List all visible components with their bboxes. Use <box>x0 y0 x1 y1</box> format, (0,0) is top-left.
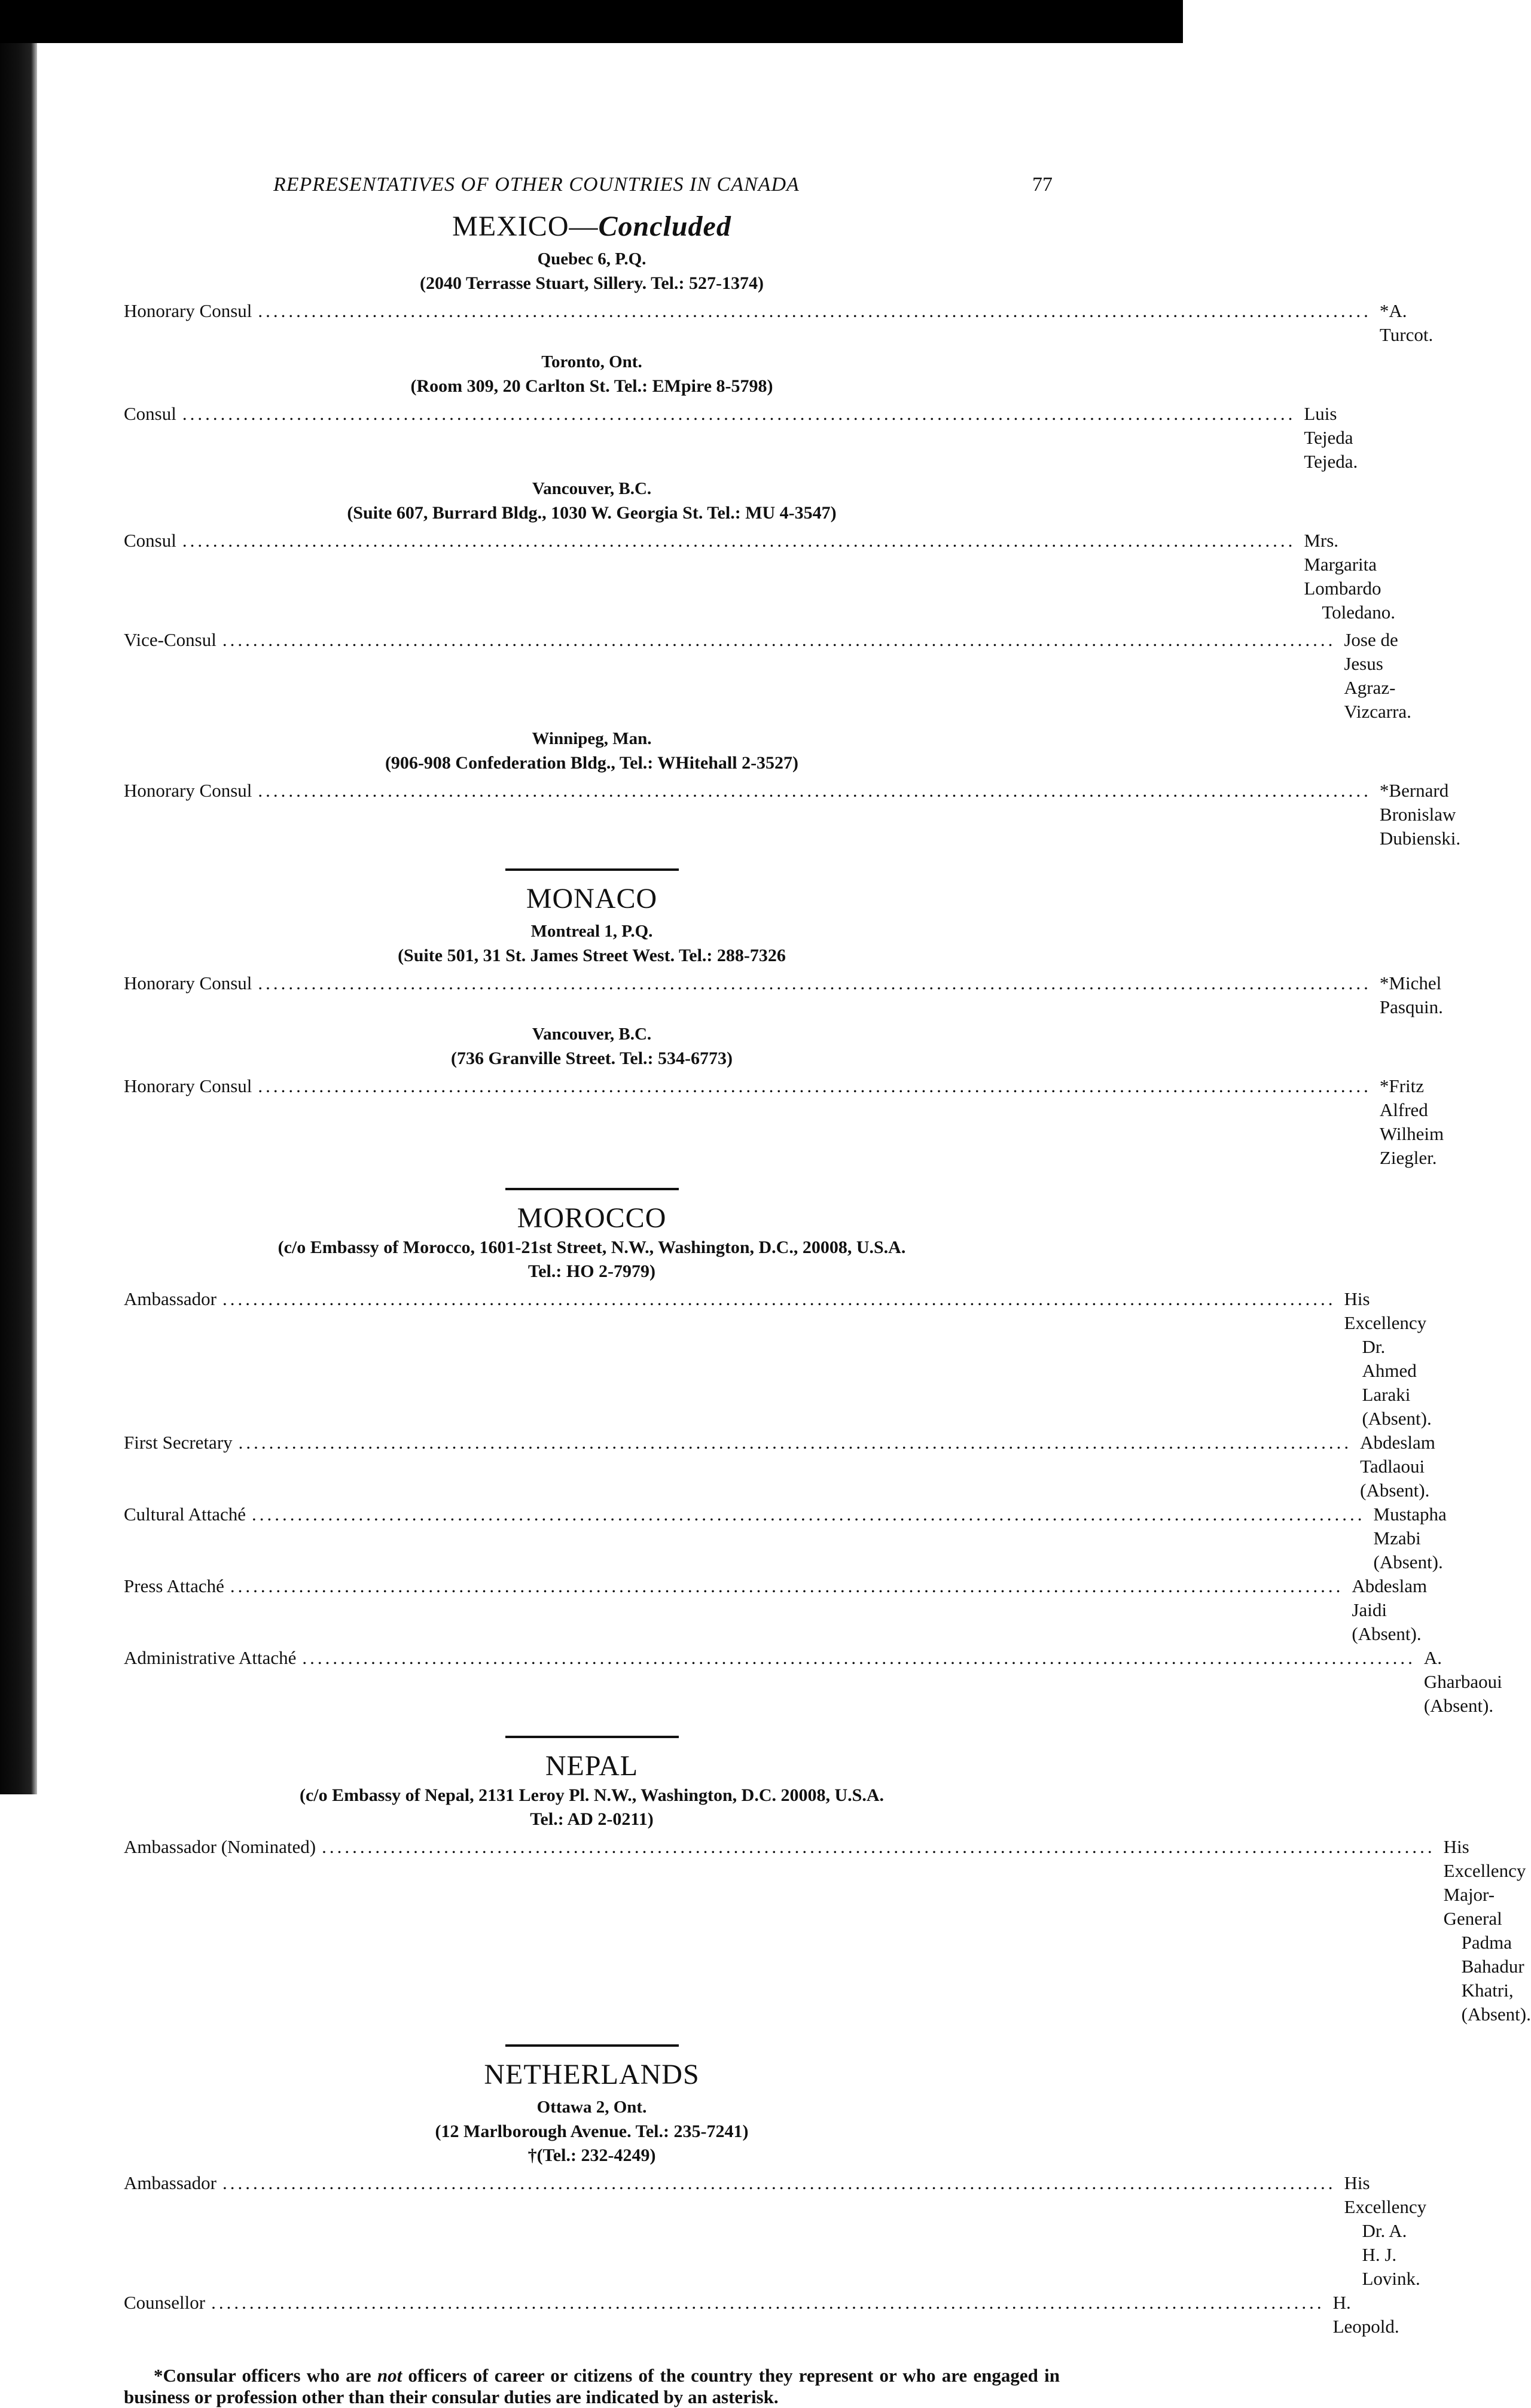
leader-dots: .................................................................................................................................................. <box>258 780 1371 801</box>
post-ottawa <box>124 2095 1427 2339</box>
post-washington <box>124 1236 1502 1718</box>
official-name: Abdeslam Jaidi (Absent). <box>1352 1575 1428 1644</box>
leader-dots: .................................................................................................................................................. <box>322 1836 1435 1857</box>
address-line: (Suite 607, Burrard Bldg., 1030 W. Georgia St. Tel.: MU 4-3547) <box>347 503 837 523</box>
country-heading: MOROCCO <box>517 1202 667 1234</box>
leader-dots: .................................................................................................................................................. <box>258 1075 1371 1096</box>
country-section-mexico <box>124 209 1461 851</box>
section-divider <box>505 1736 679 1738</box>
city-heading: Quebec 6, P.Q. <box>537 249 646 269</box>
country-heading: MONACO <box>526 883 658 915</box>
country-heading: NEPAL <box>545 1750 639 1782</box>
official-title: Press Attaché <box>124 1575 224 1596</box>
official-name: A. Gharbaoui (Absent). <box>1423 1647 1502 1716</box>
document-page <box>37 43 1531 2407</box>
official-name: Jose de Jesus Agraz-Vizcarra. <box>1344 629 1411 722</box>
official-title: Administrative Attaché <box>124 1647 297 1668</box>
post-vancouver <box>124 1022 1444 1170</box>
address-line: (c/o Embassy of Morocco, 1601-21st Street, N.W., Washington, D.C., 20008, U.S.A. <box>277 1237 906 1257</box>
country-section-netherlands <box>124 2058 1427 2339</box>
official-entry <box>124 529 1396 624</box>
official-title: Ambassador (Nominated) <box>124 1836 316 1857</box>
leader-dots: .................................................................................................................................................. <box>182 403 1296 424</box>
address-line: (12 Marlborough Avenue. Tel.: 235-7241) <box>435 2122 749 2141</box>
country-section-morocco <box>124 1201 1502 1718</box>
address-line: (906-908 Confederation Bldg., Tel.: WHitehall 2-3527) <box>385 753 799 773</box>
section-divider <box>505 1188 679 1190</box>
book-spine-shadow <box>0 43 37 1794</box>
leader-dots: .................................................................................................................................................. <box>222 1288 1336 1309</box>
official-entry <box>124 1835 1531 2026</box>
city-heading: Vancouver, B.C. <box>532 1025 652 1044</box>
official-title: Honorary Consul <box>124 300 252 321</box>
concluded-label: Concluded <box>598 211 731 242</box>
country-heading: NETHERLANDS <box>484 2059 700 2090</box>
leader-dots: .................................................................................................................................................. <box>302 1647 1416 1668</box>
telephone-line: Tel.: HO 2-7979) <box>527 1261 656 1281</box>
official-title: Honorary Consul <box>124 973 252 993</box>
official-name: H. Leopold. <box>1332 2292 1399 2337</box>
post-quebec <box>124 246 1434 347</box>
leader-dots: .................................................................................................................................................. <box>258 973 1371 993</box>
official-name: His Excellency Major-General Padma Bahadur Khatri, (Absent). <box>1443 1836 1531 2025</box>
official-entry <box>124 1646 1502 1718</box>
official-name: *Bernard Bronislaw Dubienski. <box>1379 780 1461 849</box>
official-name: Mustapha Mzabi (Absent). <box>1373 1504 1447 1572</box>
address-line: (Suite 501, 31 St. James Street West. Tel.: 288-7326 <box>398 946 786 965</box>
official-title: Consul <box>124 403 176 424</box>
official-entry <box>124 2291 1399 2339</box>
official-name: His Excellency Dr. A. H. J. Lovink. <box>1344 2172 1427 2289</box>
leader-dots: .................................................................................................................................................. <box>182 530 1296 551</box>
address-line: (Room 309, 20 Carlton St. Tel.: EMpire 8-5798) <box>410 376 773 396</box>
leader-dots: .................................................................................................................................................. <box>258 300 1371 321</box>
official-title: Counsellor <box>124 2292 206 2313</box>
leader-dots: .................................................................................................................................................. <box>222 2172 1336 2193</box>
official-title: Ambassador <box>124 1288 216 1309</box>
page-number: 77 <box>1032 173 1053 196</box>
official-name: His Excellency Dr. Ahmed Laraki (Absent). <box>1344 1288 1432 1429</box>
official-entry <box>124 299 1434 347</box>
official-name: Mrs. Margarita Lombardo Toledano. <box>1304 530 1396 623</box>
telephone-line: †(Tel.: 232-4249) <box>527 2145 656 2165</box>
official-entry <box>124 1502 1447 1574</box>
asterisk-footnote: *Consular officers who are not officers of career or citizens of the country they represent or who are engaged in business or profession other than their consular duties are indicated by an asterisk. <box>124 2365 1060 2407</box>
leader-dots: .................................................................................................................................................. <box>211 2292 1325 2313</box>
official-title: Honorary Consul <box>124 780 252 801</box>
official-name: Luis Tejeda Tejeda. <box>1304 403 1358 472</box>
official-title: Vice-Consul <box>124 629 216 650</box>
official-entry <box>124 1574 1428 1646</box>
city-heading: Ottawa 2, Ont. <box>536 2098 647 2117</box>
official-name: *A. Turcot. <box>1379 300 1434 345</box>
address-line: (2040 Terrasse Stuart, Sillery. Tel.: 527-1374) <box>420 273 764 293</box>
official-title: First Secretary <box>124 1432 233 1453</box>
leader-dots: .................................................................................................................................................. <box>230 1575 1344 1596</box>
post-winnipeg <box>124 726 1461 851</box>
post-toronto <box>124 349 1358 474</box>
country-section-nepal <box>124 1749 1531 2026</box>
scan-top-border <box>0 0 1183 43</box>
address-line: (736 Granville Street. Tel.: 534-6773) <box>450 1048 733 1068</box>
official-title: Ambassador <box>124 2172 216 2193</box>
running-head <box>124 173 1060 209</box>
address-line: (c/o Embassy of Nepal, 2131 Leroy Pl. N.W., Washington, D.C. 20008, U.S.A. <box>299 1785 885 1805</box>
leader-dots: .................................................................................................................................................. <box>252 1504 1365 1525</box>
official-entry <box>124 2171 1427 2291</box>
official-title: Honorary Consul <box>124 1075 252 1096</box>
official-title: Cultural Attaché <box>124 1504 246 1525</box>
official-name: *Michel Pasquin. <box>1379 973 1443 1017</box>
post-vancouver <box>124 476 1411 724</box>
leader-dots: .................................................................................................................................................. <box>222 629 1336 650</box>
city-heading: Montreal 1, P.Q. <box>530 922 653 941</box>
official-entry <box>124 628 1411 724</box>
official-entry <box>124 779 1461 851</box>
country-heading: MEXICO—Concluded <box>452 211 731 242</box>
official-entry <box>124 1074 1444 1170</box>
official-title: Consul <box>124 530 176 551</box>
leader-dots: .................................................................................................................................................. <box>238 1432 1352 1453</box>
city-heading: Winnipeg, Man. <box>532 729 652 748</box>
city-heading: Vancouver, B.C. <box>532 479 652 498</box>
post-washington <box>124 1784 1531 2026</box>
post-montreal <box>124 919 1443 1019</box>
official-entry <box>124 971 1443 1019</box>
official-name: Abdeslam Tadlaoui (Absent). <box>1360 1432 1435 1501</box>
official-entry <box>124 1287 1432 1431</box>
section-divider <box>505 2044 679 2047</box>
country-section-monaco <box>124 882 1444 1170</box>
official-entry <box>124 402 1358 474</box>
section-divider <box>505 868 679 871</box>
running-title: REPRESENTATIVES OF OTHER COUNTRIES IN CANADA <box>273 173 800 196</box>
telephone-line: Tel.: AD 2-0211) <box>530 1809 654 1829</box>
city-heading: Toronto, Ont. <box>541 352 642 371</box>
page-content <box>124 173 1531 2408</box>
official-entry <box>124 1431 1435 1502</box>
official-name: *Fritz Alfred Wilheim Ziegler. <box>1379 1075 1444 1168</box>
